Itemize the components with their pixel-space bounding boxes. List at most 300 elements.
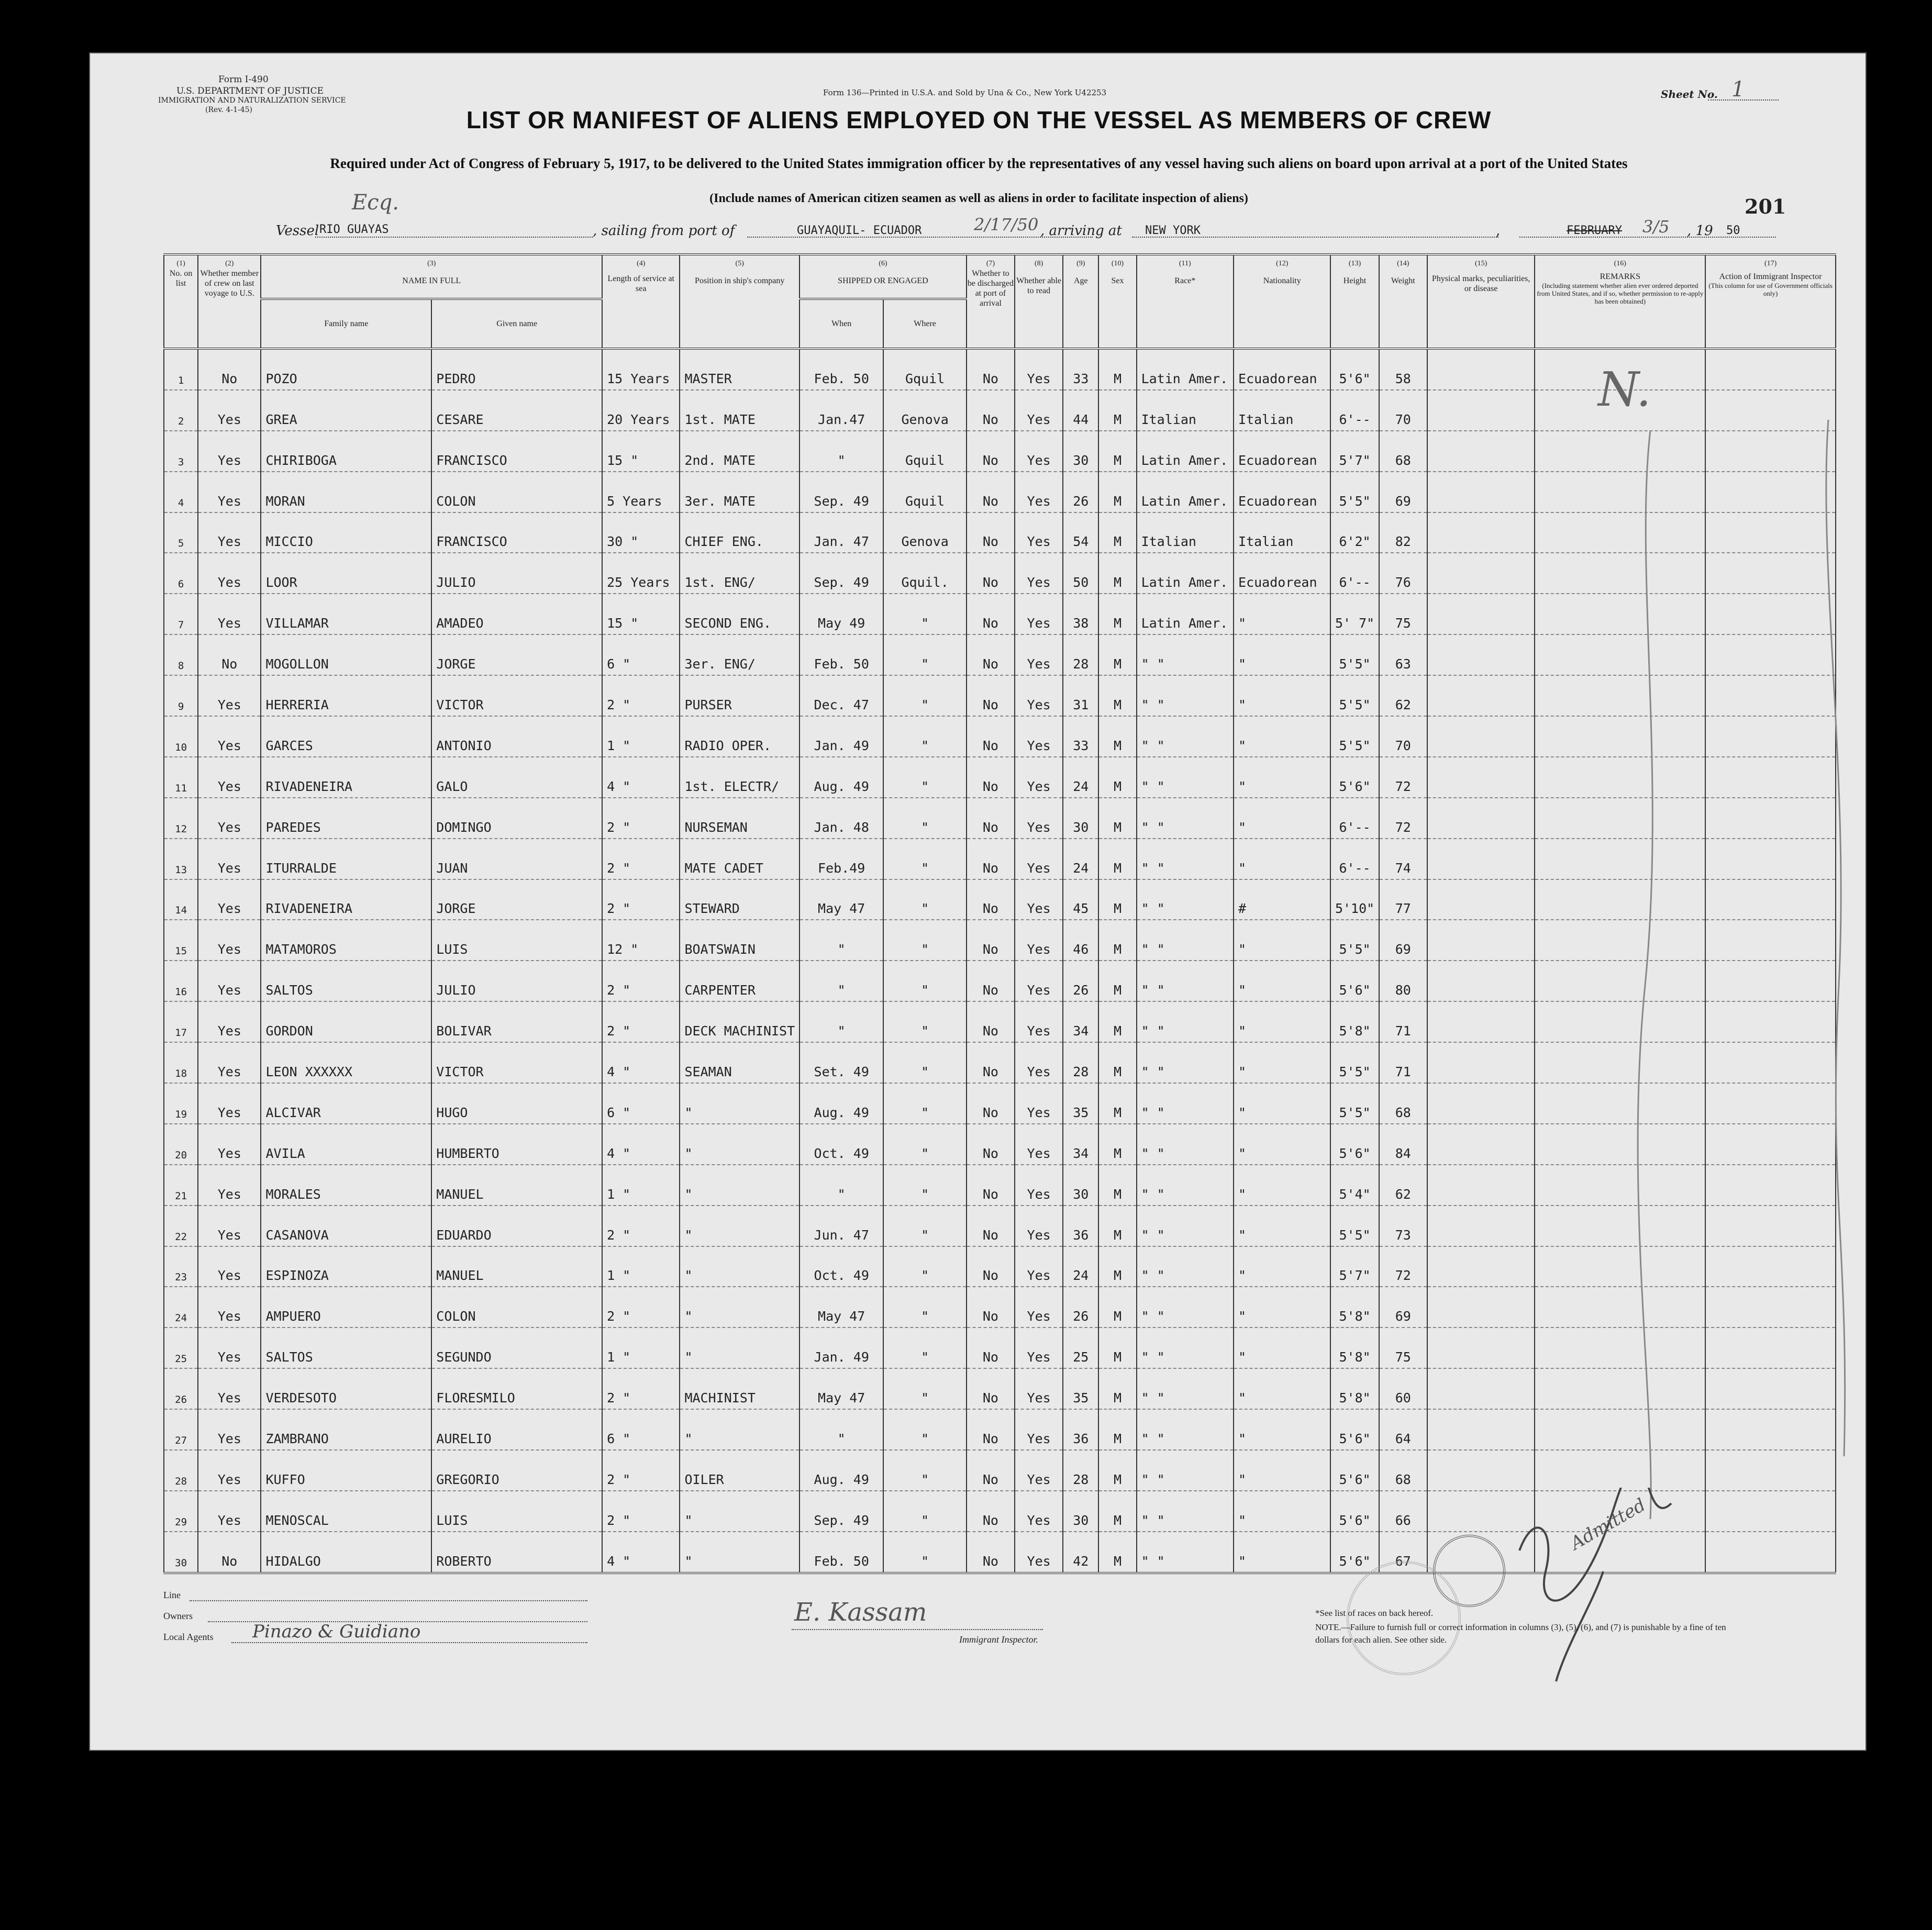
manifest-title: LIST OR MANIFEST OF ALIENS EMPLOYED ON THE VESSEL AS MEMBERS OF CREW [466,106,1492,133]
sex-cell: M [1098,675,1136,716]
service-length-cell: 2 " [602,798,680,839]
able-to-read-cell: Yes [1015,1246,1063,1287]
nationality-cell: Ecuadorean [1234,431,1330,472]
on-last-voyage-cell: Yes [198,1368,261,1409]
sailing-port: GUAYAQUIL- ECUADOR [797,224,922,237]
given-name-cell: DOMINGO [431,798,602,839]
weight-cell: 69 [1379,920,1427,961]
to-be-discharged-cell: No [967,1246,1015,1287]
weight-cell: 68 [1379,1450,1427,1491]
vessel-label: Vessel [276,223,319,239]
shipped-when-cell: May 47 [800,1287,883,1327]
height-cell: 5'5" [1330,472,1379,512]
able-to-read-cell: Yes [1015,553,1063,594]
weight-cell: 66 [1379,1491,1427,1532]
age-cell: 30 [1063,1165,1098,1206]
able-to-read-cell: Yes [1015,798,1063,839]
given-name-cell: JULIO [431,961,602,1001]
form-number: Form I-490 [218,74,269,85]
age-cell: 35 [1063,1368,1098,1409]
race-cell: " " [1137,1450,1234,1491]
family-name-cell: AVILA [261,1124,431,1165]
shipped-when-cell: " [800,961,883,1001]
col-9-header: (9) Age [1063,254,1098,349]
arrival-year: 50 [1726,224,1740,237]
nationality-cell: " [1234,839,1330,879]
position-cell: CHIEF ENG. [680,512,800,553]
to-be-discharged-cell: No [967,1368,1015,1409]
age-cell: 31 [1063,675,1098,716]
service-length-cell: 2 " [602,1491,680,1532]
sex-cell: M [1098,390,1136,431]
physical-marks-cell [1427,1327,1535,1368]
height-cell: 5'5" [1330,716,1379,757]
table-row [164,757,1836,798]
row-number-cell: 22 [164,1206,198,1246]
service-length-cell: 6 " [602,1083,680,1124]
shipped-when-cell: Aug. 49 [800,1083,883,1124]
physical-marks-cell [1427,1368,1535,1409]
owners-label: Owners [163,1611,193,1621]
position-cell: STEWARD [680,879,800,920]
sailing-date: 2/17/50 [974,215,1039,235]
shipped-where-cell: Genova [883,512,966,553]
race-cell: " " [1137,716,1234,757]
row-number-cell: 15 [164,920,198,961]
given-name-cell: MANUEL [431,1165,602,1206]
weight-cell: 58 [1379,349,1427,390]
service-length-cell: 4 " [602,1532,680,1573]
able-to-read-cell: Yes [1015,1083,1063,1124]
row-number-cell: 24 [164,1287,198,1327]
race-cell: " " [1137,1327,1234,1368]
age-cell: 28 [1063,634,1098,675]
given-name-cell: VICTOR [431,675,602,716]
weight-cell: 72 [1379,757,1427,798]
able-to-read-cell: Yes [1015,1042,1063,1083]
height-cell: 5'5" [1330,1042,1379,1083]
position-cell: " [680,1124,800,1165]
shipped-where-cell: " [883,1368,966,1409]
given-name-cell: PEDRO [431,349,602,390]
service-length-cell: 2 " [602,1368,680,1409]
on-last-voyage-cell: Yes [198,1124,261,1165]
on-last-voyage-cell: Yes [198,716,261,757]
able-to-read-cell: Yes [1015,716,1063,757]
able-to-read-cell: Yes [1015,594,1063,634]
service-length-cell: 25 Years [602,553,680,594]
position-cell: DECK MACHINIST [680,1001,800,1042]
row-number-cell: 18 [164,1042,198,1083]
sex-cell: M [1098,1124,1136,1165]
service-length-cell: 2 " [602,675,680,716]
table-row [164,1287,1836,1327]
to-be-discharged-cell: No [967,1042,1015,1083]
race-cell: " " [1137,1206,1234,1246]
height-cell: 5'6" [1330,1450,1379,1491]
age-cell: 38 [1063,594,1098,634]
inspector-signature: E. Kassam [794,1598,927,1627]
to-be-discharged-cell: No [967,757,1015,798]
nationality-cell: " [1234,1206,1330,1246]
height-cell: 5'8" [1330,1001,1379,1042]
able-to-read-cell: Yes [1015,1532,1063,1573]
on-last-voyage-cell: Yes [198,879,261,920]
shipped-where-cell: " [883,839,966,879]
weight-cell: 80 [1379,961,1427,1001]
col-6-header: (6) SHIPPED OR ENGAGED [800,254,967,299]
on-last-voyage-cell: Yes [198,1450,261,1491]
physical-marks-cell [1427,675,1535,716]
able-to-read-cell: Yes [1015,472,1063,512]
table-row [164,1124,1836,1165]
pencil-marks [1603,409,1896,1535]
given-name-cell: HUMBERTO [431,1124,602,1165]
height-cell: 5'5" [1330,1083,1379,1124]
nationality-cell: Ecuadorean [1234,472,1330,512]
shipped-when-cell: Dec. 47 [800,675,883,716]
row-number-cell: 26 [164,1368,198,1409]
height-cell: 5'8" [1330,1368,1379,1409]
to-be-discharged-cell: No [967,1327,1015,1368]
shipped-where-cell: " [883,1327,966,1368]
nationality-cell: " [1234,757,1330,798]
row-number-cell: 17 [164,1001,198,1042]
table-row [164,349,1836,390]
family-name-cell: PAREDES [261,798,431,839]
table-row [164,594,1836,634]
on-last-voyage-cell: Yes [198,675,261,716]
year-prefix: , 19 [1687,223,1713,239]
shipped-when-cell: Feb. 50 [800,349,883,390]
weight-cell: 71 [1379,1001,1427,1042]
table-row [164,431,1836,472]
family-name-cell: MORALES [261,1165,431,1206]
sex-cell: M [1098,634,1136,675]
comma: , [1496,223,1501,239]
shipped-when-cell: " [800,920,883,961]
to-be-discharged-cell: No [967,1532,1015,1573]
family-name-header: Family name [261,299,431,349]
row-number-cell: 21 [164,1165,198,1206]
position-cell: PURSER [680,675,800,716]
position-cell: " [680,1491,800,1532]
service-name: IMMIGRATION AND NATURALIZATION SERVICE [158,96,346,105]
weight-cell: 62 [1379,675,1427,716]
physical-marks-cell [1427,1450,1535,1491]
on-last-voyage-cell: Yes [198,553,261,594]
service-length-cell: 1 " [602,1246,680,1287]
race-cell: " " [1137,675,1234,716]
races-note: *See list of races on back hereof. [1315,1608,1434,1618]
family-name-cell: RIVADENEIRA [261,757,431,798]
height-cell: 5'6" [1330,349,1379,390]
able-to-read-cell: Yes [1015,1124,1063,1165]
to-be-discharged-cell: No [967,1491,1015,1532]
shipped-when-cell: " [800,1165,883,1206]
sex-cell: M [1098,1165,1136,1206]
department: U.S. DEPARTMENT OF JUSTICE [176,86,324,96]
service-length-cell: 15 Years [602,349,680,390]
owners-field [208,1611,587,1622]
physical-marks-cell [1427,1409,1535,1450]
col-8-header: (8) Whether able to read [1015,254,1063,349]
manifest-subtitle: Required under Act of Congress of February 5, 1917, to be delivered to the United States immigration officer by the representatives of any vessel having such aliens on board upon arrival at a port of the United States [330,155,1628,171]
given-name-header: Given name [431,299,602,349]
fine-note: NOTE.—Failure to furnish full or correct information in columns (3), (5), (6), and (7) is punishable by a fine of ten dollars for each alien. See other side. [1315,1622,1726,1645]
age-cell: 35 [1063,1083,1098,1124]
position-cell: BOATSWAIN [680,920,800,961]
shipped-where-cell: Genova [883,390,966,431]
able-to-read-cell: Yes [1015,757,1063,798]
row-number-cell: 28 [164,1450,198,1491]
height-cell: 5'5" [1330,1206,1379,1246]
height-cell: 5'6" [1330,961,1379,1001]
service-length-cell: 6 " [602,1409,680,1450]
nationality-cell: " [1234,716,1330,757]
sex-cell: M [1098,839,1136,879]
height-cell: 5'8" [1330,1327,1379,1368]
manifest-sheet [89,52,1867,1751]
to-be-discharged-cell: No [967,1001,1015,1042]
given-name-cell: VICTOR [431,1042,602,1083]
table-row [164,716,1836,757]
row-number-cell: 12 [164,798,198,839]
family-name-cell: MICCIO [261,512,431,553]
family-name-cell: MORAN [261,472,431,512]
given-name-cell: MANUEL [431,1246,602,1287]
race-cell: Italian [1137,390,1234,431]
able-to-read-cell: Yes [1015,1409,1063,1450]
crew-table [163,253,1836,1574]
weight-cell: 70 [1379,716,1427,757]
sex-cell: M [1098,1001,1136,1042]
on-last-voyage-cell: Yes [198,839,261,879]
table-row [164,1368,1836,1409]
col-3-header: (3) NAME IN FULL [261,254,602,299]
race-cell: " " [1137,879,1234,920]
age-cell: 30 [1063,431,1098,472]
to-be-discharged-cell: No [967,1409,1015,1450]
given-name-cell: FRANCISCO [431,431,602,472]
given-name-cell: HUGO [431,1083,602,1124]
on-last-voyage-cell: Yes [198,594,261,634]
where-header: Where [883,299,966,349]
sex-cell: M [1098,472,1136,512]
table-row [164,879,1836,920]
shipped-when-cell: Sep. 49 [800,553,883,594]
physical-marks-cell [1427,634,1535,675]
to-be-discharged-cell: No [967,1206,1015,1246]
service-length-cell: 2 " [602,879,680,920]
on-last-voyage-cell: No [198,349,261,390]
nationality-cell: " [1234,1368,1330,1409]
weight-cell: 77 [1379,879,1427,920]
col-7-header: (7) Whether to be discharged at port of arrival [967,254,1015,349]
given-name-cell: EDUARDO [431,1206,602,1246]
to-be-discharged-cell: No [967,634,1015,675]
sex-cell: M [1098,512,1136,553]
position-cell: 1st. ENG/ [680,553,800,594]
family-name-cell: KUFFO [261,1450,431,1491]
service-length-cell: 1 " [602,716,680,757]
physical-marks-cell [1427,1083,1535,1124]
sex-cell: M [1098,879,1136,920]
physical-marks-cell [1427,472,1535,512]
col-12-header: (12) Nationality [1234,254,1330,349]
weight-cell: 68 [1379,431,1427,472]
shipped-where-cell: Gquil [883,431,966,472]
service-length-cell: 15 " [602,594,680,634]
shipped-where-cell: " [883,1083,966,1124]
nationality-cell: " [1234,1165,1330,1206]
on-last-voyage-cell: Yes [198,961,261,1001]
position-cell: 3er. ENG/ [680,634,800,675]
col-1-header: (1) No. on list [164,254,198,349]
row-number-cell: 19 [164,1083,198,1124]
service-length-cell: 2 " [602,1450,680,1491]
position-cell: " [680,1246,800,1287]
race-cell: " " [1137,1491,1234,1532]
shipped-when-cell: May 47 [800,879,883,920]
family-name-cell: HERRERIA [261,675,431,716]
shipped-where-cell: Gquil [883,349,966,390]
sex-cell: M [1098,1327,1136,1368]
admitted-text: Admitted [1567,1494,1650,1554]
height-cell: 6'-- [1330,798,1379,839]
shipped-when-cell: Jan.47 [800,390,883,431]
height-cell: 5'7" [1330,431,1379,472]
shipped-when-cell: Set. 49 [800,1042,883,1083]
able-to-read-cell: Yes [1015,349,1063,390]
table-row [164,920,1836,961]
nationality-cell: Italian [1234,512,1330,553]
nationality-cell: " [1234,1124,1330,1165]
given-name-cell: CESARE [431,390,602,431]
height-cell: 5'5" [1330,675,1379,716]
table-row [164,1246,1836,1287]
table-row [164,553,1836,594]
row-number-cell: 4 [164,472,198,512]
position-cell: 1st. MATE [680,390,800,431]
on-last-voyage-cell: Yes [198,757,261,798]
row-number-cell: 13 [164,839,198,879]
row-number-cell: 6 [164,553,198,594]
service-length-cell: 2 " [602,1287,680,1327]
weight-cell: 74 [1379,839,1427,879]
family-name-cell: LOOR [261,553,431,594]
able-to-read-cell: Yes [1015,431,1063,472]
shipped-where-cell: " [883,1450,966,1491]
shipped-when-cell: Aug. 49 [800,757,883,798]
table-row [164,675,1836,716]
race-cell: " " [1137,1042,1234,1083]
height-cell: 5' 7" [1330,594,1379,634]
given-name-cell: JUAN [431,839,602,879]
shipped-when-cell: May 49 [800,594,883,634]
able-to-read-cell: Yes [1015,675,1063,716]
service-length-cell: 5 Years [602,472,680,512]
shipped-when-cell: Feb. 50 [800,1532,883,1573]
to-be-discharged-cell: No [967,431,1015,472]
to-be-discharged-cell: No [967,1124,1015,1165]
to-be-discharged-cell: No [967,716,1015,757]
age-cell: 24 [1063,757,1098,798]
shipped-where-cell: " [883,1491,966,1532]
sheet-number: 1 [1731,77,1745,102]
age-cell: 25 [1063,1327,1098,1368]
on-last-voyage-cell: No [198,634,261,675]
family-name-cell: GREA [261,390,431,431]
to-be-discharged-cell: No [967,1165,1015,1206]
race-cell: " " [1137,961,1234,1001]
table-row [164,1165,1836,1206]
revision: (Rev. 4-1-45) [205,106,252,114]
manifest-instruction: (Include names of American citizen seamen as well as aliens in order to facilitate inspection of aliens) [709,192,1248,205]
table-row [164,961,1836,1001]
race-cell: " " [1137,1409,1234,1450]
position-cell: " [680,1206,800,1246]
sex-cell: M [1098,553,1136,594]
shipped-when-cell: Feb.49 [800,839,883,879]
table-row [164,1409,1836,1450]
family-name-cell: GORDON [261,1001,431,1042]
shipped-where-cell: " [883,920,966,961]
row-number-cell: 30 [164,1532,198,1573]
race-cell: Latin Amer. [1137,472,1234,512]
given-name-cell: GALO [431,757,602,798]
nationality-cell: " [1234,1491,1330,1532]
shipped-where-cell: " [883,961,966,1001]
race-cell: " " [1137,839,1234,879]
nationality-cell: " [1234,675,1330,716]
family-name-cell: ALCIVAR [261,1083,431,1124]
shipped-where-cell: Gquil [883,472,966,512]
shipped-when-cell: Oct. 49 [800,1124,883,1165]
sex-cell: M [1098,1042,1136,1083]
shipped-where-cell: " [883,879,966,920]
height-cell: 5'6" [1330,1409,1379,1450]
service-length-cell: 15 " [602,431,680,472]
on-last-voyage-cell: Yes [198,472,261,512]
age-cell: 33 [1063,716,1098,757]
race-cell: " " [1137,1083,1234,1124]
position-cell: " [680,1165,800,1206]
sex-cell: M [1098,1491,1136,1532]
sex-cell: M [1098,1083,1136,1124]
col-15-header: (15) Physical marks, peculiarities, or disease [1427,254,1535,349]
on-last-voyage-cell: Yes [198,1246,261,1287]
age-cell: 26 [1063,1287,1098,1327]
physical-marks-cell [1427,349,1535,390]
table-row [164,1042,1836,1083]
physical-marks-cell [1427,1042,1535,1083]
given-name-cell: LUIS [431,920,602,961]
able-to-read-cell: Yes [1015,920,1063,961]
inspector-label: Immigrant Inspector. [959,1634,1038,1645]
row-number-cell: 29 [164,1491,198,1532]
nationality-cell: " [1234,1042,1330,1083]
family-name-cell: CASANOVA [261,1206,431,1246]
table-row [164,1450,1836,1491]
height-cell: 6'-- [1330,839,1379,879]
family-name-cell: VERDESOTO [261,1368,431,1409]
given-name-cell: JORGE [431,634,602,675]
table-row [164,634,1836,675]
nationality-cell: " [1234,594,1330,634]
sex-cell: M [1098,349,1136,390]
shipped-when-cell: Sep. 49 [800,472,883,512]
